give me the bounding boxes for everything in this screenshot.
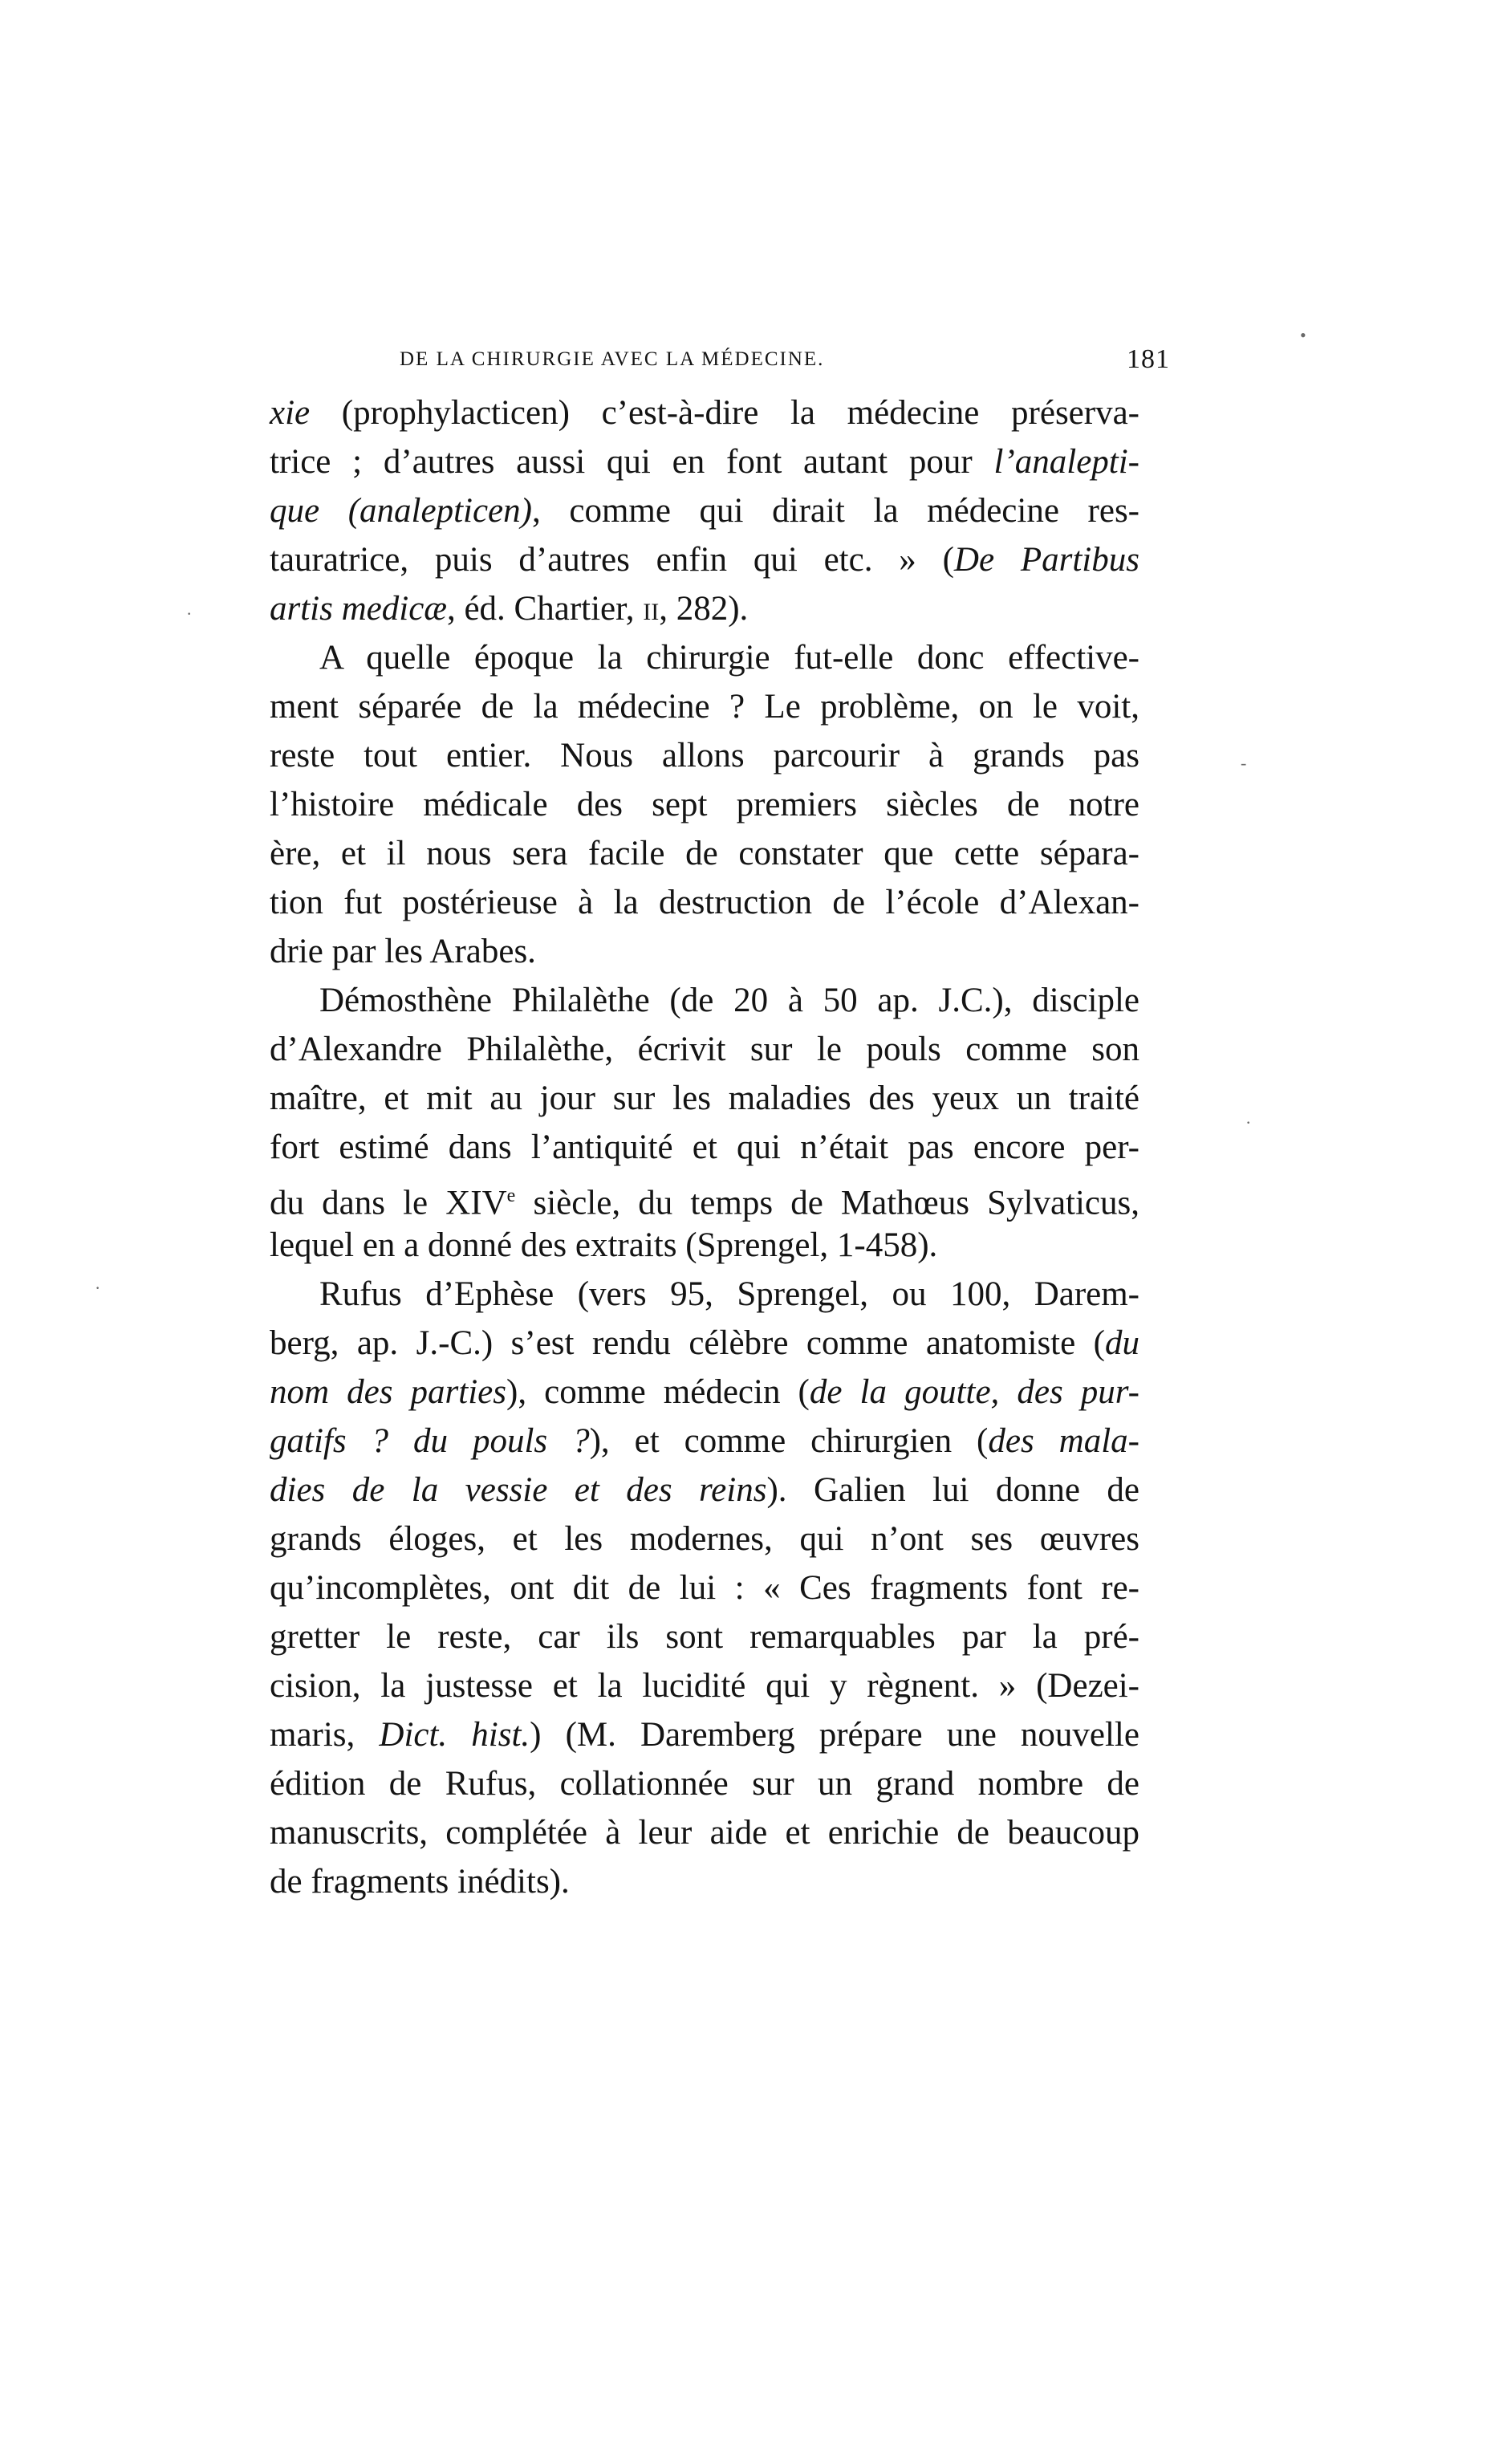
text-line: artis medicæ, éd. Chartier, ii, 282).: [270, 590, 749, 628]
text-line: grands éloges, et les modernes, qui n’ont ses œuvres: [270, 1520, 1139, 1558]
text-line: reste tout entier. Nous allons parcourir à grands pas: [270, 737, 1139, 775]
text-line: d’Alexandre Philalèthe, écrivit sur le pouls comme son: [270, 1031, 1139, 1068]
text-line: Rufus d’Ephèse (vers 95, Sprengel, ou 100, Darem-: [319, 1275, 1139, 1313]
text-line: lequel en a donné des extraits (Sprengel, 1-458).: [270, 1226, 938, 1264]
text-line: tion fut postérieuse à la destruction de l’école d’Alexan-: [270, 884, 1139, 921]
text-line: cision, la justesse et la lucidité qui y règnent. » (Dezei-: [270, 1667, 1139, 1705]
text-line: drie par les Arabes.: [270, 933, 536, 970]
text-line: maris, Dict. hist.) (M. Daremberg prépare une nouvelle: [270, 1716, 1139, 1754]
text-line: trice ; d’autres aussi qui en font autant pour l’analepti-: [270, 443, 1139, 481]
text-line: l’histoire médicale des sept premiers siècles de notre: [270, 786, 1139, 823]
print-speck: ·: [186, 604, 193, 624]
text-line: édition de Rufus, collationnée sur un grand nombre de: [270, 1765, 1139, 1803]
print-speck: ·: [1245, 1112, 1252, 1132]
text-line: fort estimé dans l’antiquité et qui n’était pas encore per-: [270, 1128, 1139, 1166]
print-speck: •: [1300, 325, 1306, 345]
text-line: maître, et mit au jour sur les maladies des yeux un traité: [270, 1080, 1139, 1117]
text-line: ère, et il nous sera facile de constater que cette sépara-: [270, 835, 1139, 872]
text-line: manuscrits, complétée à leur aide et enrichie de beaucoup: [270, 1814, 1139, 1852]
text-line: du dans le XIVe siècle, du temps de Mathœus Sylvaticus,: [270, 1184, 1139, 1222]
print-speck: ·: [95, 1278, 101, 1298]
text-line: gretter le reste, car ils sont remarquables par la pré-: [270, 1618, 1139, 1656]
text-line: ment séparée de la médecine ? Le problème, on le voit,: [270, 688, 1139, 726]
text-line: berg, ap. J.-C.) s’est rendu célèbre comme anatomiste (du: [270, 1324, 1139, 1362]
text-line: A quelle époque la chirurgie fut-elle donc effective-: [319, 639, 1139, 677]
text-line: tauratrice, puis d’autres enfin qui etc. » (De Partibus: [270, 541, 1139, 579]
running-header: [400, 344, 1170, 376]
text-line: gatifs ? du pouls ?), et comme chirurgien (des mala-: [270, 1422, 1139, 1460]
text-line: xie (prophylacticen) c’est-à-dire la médecine préserva-: [270, 394, 1139, 432]
print-speck: -: [1241, 753, 1247, 773]
page-number: 181: [1127, 344, 1170, 374]
text-line: dies de la vessie et des reins). Galien lui donne de: [270, 1471, 1139, 1509]
text-line: nom des parties), comme médecin (de la goutte, des pur-: [270, 1373, 1139, 1411]
text-line: de fragments inédits).: [270, 1863, 570, 1901]
body-text: [270, 388, 1139, 1906]
text-line: Démosthène Philalèthe (de 20 à 50 ap. J.C.), disciple: [319, 982, 1139, 1019]
running-title: DE LA CHIRURGIE AVEC LA MÉDECINE.: [400, 348, 825, 370]
text-line: qu’incomplètes, ont dit de lui : « Ces fragments font re-: [270, 1569, 1139, 1607]
text-line: que (analepticen), comme qui dirait la médecine res-: [270, 492, 1140, 530]
